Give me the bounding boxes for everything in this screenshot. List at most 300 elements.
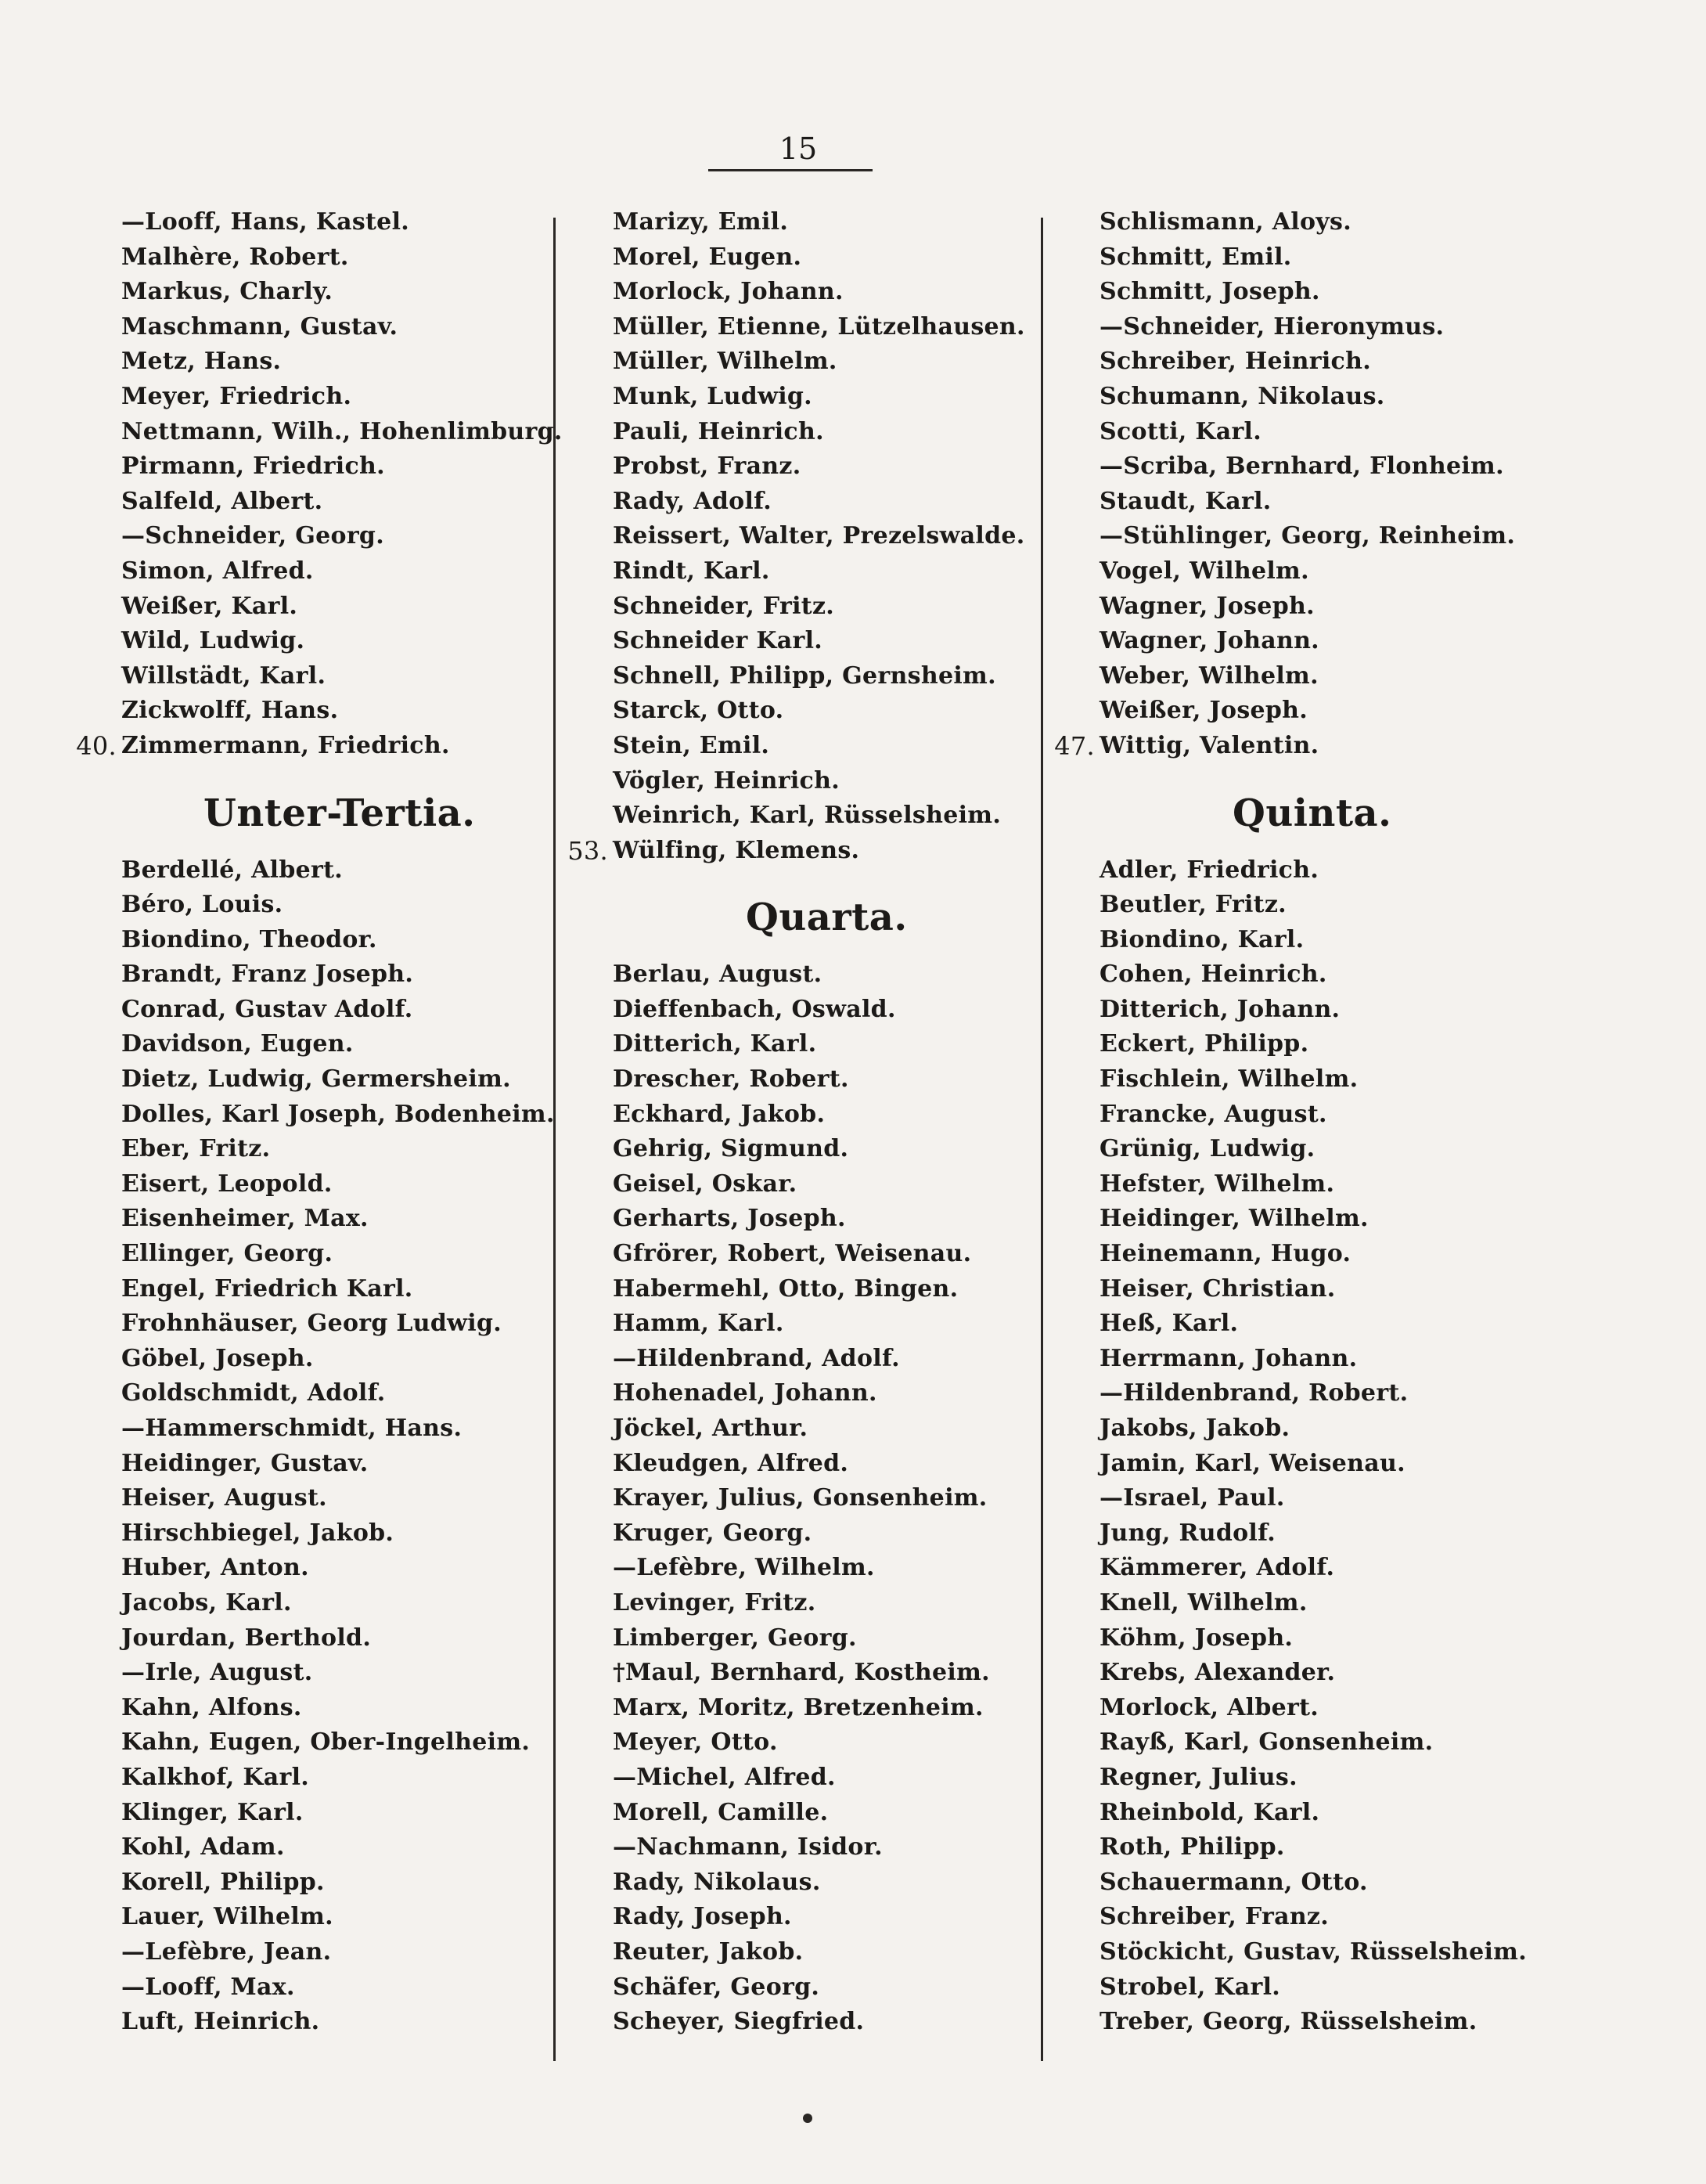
student-name: Kleudgen, Alfred. [613,1449,849,1477]
student-name: Morel, Eugen. [613,243,802,271]
student-entry [1100,1691,1538,1726]
student-entry [1100,1097,1538,1133]
student-name: Hefster, Wilhelm. [1100,1169,1335,1198]
student-entry [567,834,1028,869]
student-name: Geisel, Oskar. [613,1169,797,1198]
student-entry [613,729,1028,764]
student-entry [121,1132,544,1167]
student-entry [1100,2005,1538,2040]
student-entry [613,1062,1028,1097]
student-name: Heiser, August. [121,1484,327,1512]
student-name: Heß, Karl. [1100,1310,1239,1338]
student-entry [613,1027,1028,1062]
student-entry [121,1516,544,1552]
student-entry [1100,1900,1538,1935]
student-entry [1100,1970,1538,2006]
student-name: Rayß, Karl, Gonsenheim. [1100,1728,1434,1757]
student-name: —Israel, Paul. [1100,1484,1285,1512]
student-name: Weber, Wilhelm. [1100,661,1319,690]
student-entry [1100,1761,1538,1796]
student-entry [1100,449,1538,485]
student-name: Rady, Adolf. [613,487,772,515]
student-name: Scheyer, Siegfried. [613,2008,865,2036]
student-entry [1100,1132,1538,1167]
student-name: —Hildenbrand, Robert. [1100,1379,1409,1407]
student-entry [613,1097,1028,1133]
student-name: Staudt, Karl. [1100,487,1272,515]
student-entry [121,1656,544,1691]
student-name: Klinger, Karl. [121,1798,304,1826]
student-name: —Michel, Alfred. [613,1763,836,1791]
student-name: Schlismann, Aloys. [1100,208,1351,236]
student-name: Engel, Friedrich Karl. [121,1274,413,1303]
student-name: Strobel, Karl. [1100,1973,1281,2001]
student-entry [613,1900,1028,1935]
student-name: Rady, Nikolaus. [613,1868,821,1896]
student-entry [1100,1830,1538,1865]
student-entry [121,1272,544,1307]
section-heading: Unter-Tertia. [203,791,476,835]
student-name: †Maul, Bernhard, Kostheim. [613,1659,990,1687]
student-name: Schäfer, Georg. [613,1973,820,2001]
student-entry [613,240,1028,276]
student-name: Dietz, Ludwig, Germersheim. [121,1065,511,1094]
student-entry [121,1027,544,1062]
student-name: —Lefèbre, Jean. [121,1937,332,1966]
student-name: Kämmerer, Adolf. [1100,1554,1335,1582]
student-entry [613,1167,1028,1202]
student-name: Reissert, Walter, Prezelswalde. [613,522,1025,550]
student-name: Eisert, Leopold. [121,1169,333,1198]
student-name: —Looff, Max. [121,1973,295,2001]
student-entry [121,240,544,276]
student-entry [613,1970,1028,2006]
student-entry [121,923,544,958]
student-name: Maschmann, Gustav. [121,312,398,341]
student-entry [613,1237,1028,1272]
student-entry [613,589,1028,625]
student-name: Marx, Moritz, Bretzenheim. [613,1693,984,1721]
student-entry [1100,275,1538,310]
student-entry [121,554,544,589]
student-entry [1100,1306,1538,1342]
student-entry [613,1342,1028,1377]
student-name: —Nachmann, Isidor. [613,1833,883,1861]
student-entry [1100,1062,1538,1097]
student-entry [613,1272,1028,1307]
student-entry [1100,1796,1538,1831]
student-name: Heidinger, Gustav. [121,1449,369,1477]
student-name: Brandt, Franz Joseph. [121,960,414,989]
student-name: —Looff, Hans, Kastel. [121,208,410,236]
student-entry [121,1691,544,1726]
student-entry [121,1306,544,1342]
student-name: Herrmann, Johann. [1100,1344,1358,1372]
student-name: Müller, Wilhelm. [613,348,837,376]
student-name: Zickwolff, Hans. [121,697,339,725]
student-name: Goldschmidt, Adolf. [121,1379,386,1407]
student-name: Salfeld, Albert. [121,487,323,515]
student-name: Reuter, Jakob. [613,1937,804,1966]
student-entry [1100,694,1538,729]
student-entry [1100,659,1538,694]
student-entry [121,1830,544,1865]
student-entry [121,957,544,993]
student-entry [121,275,544,310]
student-entry [1100,993,1538,1028]
student-entry [121,310,544,345]
student-name: Habermehl, Otto, Bingen. [613,1274,959,1303]
student-entry [613,993,1028,1028]
section-heading: Quarta. [746,896,908,940]
student-entry [1100,415,1538,450]
student-name: Berdellé, Albert. [121,856,344,884]
student-name: Biondino, Theodor. [121,925,377,953]
student-entry [1100,1551,1538,1586]
student-name: —Lefèbre, Wilhelm. [613,1554,875,1582]
student-entry [121,1097,555,1133]
column-middle [567,205,1028,2040]
student-name: Luft, Heinrich. [121,2008,320,2036]
student-entry [121,485,544,520]
entry-count-number: 53. [567,835,608,866]
student-name: Limberger, Georg. [613,1624,857,1652]
student-name: —Schneider, Georg. [121,522,384,550]
student-entry [1054,729,1538,764]
student-name: Kohl, Adam. [121,1833,285,1861]
student-entry [613,1621,1028,1656]
student-entry [121,589,544,625]
student-name: Willstädt, Karl. [121,661,326,690]
section-heading: Quinta. [1233,791,1392,835]
student-entry [121,1342,544,1377]
column-divider [1041,218,1043,2061]
student-name: Wild, Ludwig. [121,627,305,655]
student-entry [613,1691,1028,1726]
student-entry [613,1306,1028,1342]
student-name: Rindt, Karl. [613,557,770,585]
student-name: Wagner, Johann. [1100,627,1319,655]
student-name: Vögler, Heinrich. [613,766,840,795]
student-entry [613,1516,1028,1552]
student-entry [121,993,544,1028]
student-name: Francke, August. [1100,1100,1327,1128]
student-entry [121,853,544,888]
student-entry [1100,589,1538,625]
student-name: Roth, Philipp. [1100,1833,1285,1861]
student-name: Müller, Etienne, Lützelhausen. [613,312,1025,341]
student-name: Korell, Philipp. [121,1868,325,1896]
student-name: Morlock, Johann. [613,278,844,306]
student-entry [1100,1447,1538,1482]
student-entry [613,1202,1028,1237]
student-name: Heidinger, Wilhelm. [1100,1205,1369,1233]
page-number: 15 [779,132,818,166]
student-name: Rady, Joseph. [613,1903,792,1931]
student-entry [1100,1202,1538,1237]
student-entry [121,1725,544,1761]
student-name: Schmitt, Joseph. [1100,278,1320,306]
student-name: Meyer, Otto. [613,1728,778,1757]
student-name: Krayer, Julius, Gonsenheim. [613,1484,988,1512]
student-entry [121,1621,544,1656]
student-entry [613,554,1028,589]
student-name: Meyer, Friedrich. [121,382,352,410]
student-name: Jourdan, Berthold. [121,1624,372,1652]
student-entry [1100,1516,1538,1552]
student-name: Morlock, Albert. [1100,1693,1319,1721]
student-entry [121,1447,544,1482]
student-entry [613,310,1028,345]
student-entry [121,1865,544,1901]
student-entry [613,624,1028,659]
student-name: Adler, Friedrich. [1100,856,1319,884]
student-name: Stöckicht, Gustav, Rüsselsheim. [1100,1937,1527,1966]
student-name: Eisenheimer, Max. [121,1205,369,1233]
student-name: Berlau, August. [613,960,822,989]
student-entry [1100,1272,1538,1307]
student-entry [121,659,544,694]
student-entry [1100,1656,1538,1691]
student-entry [1100,957,1538,993]
student-entry [121,1586,544,1621]
student-name: —Scriba, Bernhard, Flonheim. [1100,452,1504,481]
student-entry [1100,1865,1538,1901]
student-entry [1100,1411,1538,1447]
student-name: Nettmann, Wilh., Hohenlimburg. [121,417,563,445]
student-entry [121,2005,544,2040]
student-entry [121,624,544,659]
student-entry [1100,853,1538,888]
student-name: Hirschbiegel, Jakob. [121,1519,394,1547]
student-entry [121,1900,544,1935]
student-name: Scotti, Karl. [1100,417,1262,445]
student-entry [121,1167,544,1202]
student-entry [1100,554,1538,589]
student-name: Kahn, Alfons. [121,1693,302,1721]
student-name: Gehrig, Sigmund. [613,1135,849,1163]
student-entry [76,729,544,764]
student-entry [613,1551,1028,1586]
student-name: Pauli, Heinrich. [613,417,824,445]
student-entry [613,1447,1028,1482]
student-name: Schneider Karl. [613,627,823,655]
student-entry [613,1865,1028,1901]
student-entry [121,1202,544,1237]
entry-count-number: 40. [76,730,117,761]
student-entry [613,1656,1028,1691]
student-entry [1100,1725,1538,1761]
student-entry [613,1935,1028,1970]
student-entry [1100,485,1538,520]
student-entry [1100,1376,1538,1411]
student-name: Probst, Franz. [613,452,801,481]
student-entry [121,1237,544,1272]
student-name: Drescher, Robert. [613,1065,849,1094]
student-entry [121,519,544,554]
student-name: Schmitt, Emil. [1100,243,1292,271]
student-entry [1100,1342,1538,1377]
student-entry [613,485,1028,520]
student-name: Krebs, Alexander. [1100,1659,1336,1687]
student-name: Jacobs, Karl. [121,1588,292,1616]
student-entry [613,1132,1028,1167]
student-entry [613,2005,1028,2040]
student-entry [613,1761,1028,1796]
student-name: Weinrich, Karl, Rüsselsheim. [613,802,1002,830]
student-name: Wagner, Joseph. [1100,592,1315,620]
column-right [1054,205,1538,2040]
student-name: Rheinbold, Karl. [1100,1798,1320,1826]
student-entry [121,415,563,450]
student-entry [613,380,1028,415]
student-name: Gfrörer, Robert, Weisenau. [613,1240,972,1268]
student-name: Biondino, Karl. [1100,925,1305,953]
student-entry [121,380,544,415]
student-name: Ditterich, Karl. [613,1030,817,1058]
student-entry [613,205,1028,240]
student-name: Göbel, Joseph. [121,1344,314,1372]
student-name: Schreiber, Heinrich. [1100,348,1371,376]
student-name: Vogel, Wilhelm. [1100,557,1309,585]
student-name: Schneider, Fritz. [613,592,835,620]
student-entry [613,1411,1028,1447]
page-number-rule [708,169,873,171]
student-name: Schreiber, Franz. [1100,1903,1330,1931]
student-entry [1100,519,1538,554]
student-entry [613,1376,1028,1411]
student-entry [121,694,544,729]
student-name: Kruger, Georg. [613,1519,812,1547]
student-name: Huber, Anton. [121,1554,309,1582]
student-name: Dolles, Karl Joseph, Bodenheim. [121,1100,555,1128]
student-name: Simon, Alfred. [121,557,314,585]
student-name: Ellinger, Georg. [121,1240,333,1268]
student-name: Béro, Louis. [121,891,283,919]
student-name: Ditterich, Johann. [1100,995,1341,1023]
student-name: Köhm, Joseph. [1100,1624,1294,1652]
student-name: Schumann, Nikolaus. [1100,382,1385,410]
student-entry [121,1796,544,1831]
student-entry [1100,923,1538,958]
student-entry [613,1725,1028,1761]
student-entry [121,205,544,240]
student-name: Eber, Fritz. [121,1135,271,1163]
entry-count-number: 47. [1054,730,1095,761]
student-name: Frohnhäuser, Georg Ludwig. [121,1310,502,1338]
student-entry [1100,310,1538,345]
student-name: Grünig, Ludwig. [1100,1135,1315,1163]
student-name: Weißer, Joseph. [1100,697,1308,725]
student-name: Davidson, Eugen. [121,1030,354,1058]
student-entry [613,694,1028,729]
student-entry [1100,344,1538,380]
student-entry [1100,380,1538,415]
student-entry [613,275,1028,310]
student-name: Pirmann, Friedrich. [121,452,385,481]
student-name: Wittig, Valentin. [1100,731,1319,759]
student-name: Hamm, Karl. [613,1310,784,1338]
column-divider [553,218,556,2061]
student-entry [1100,624,1538,659]
student-entry [121,449,544,485]
student-entry [1100,1621,1538,1656]
student-entry [121,888,544,923]
student-name: Dieffenbach, Oswald. [613,995,896,1023]
student-name: Levinger, Fritz. [613,1588,816,1616]
student-entry [121,1761,544,1796]
student-name: Knell, Wilhelm. [1100,1588,1308,1616]
student-entry [1100,205,1538,240]
student-name: Treber, Georg, Rüsselsheim. [1100,2008,1477,2036]
student-name: Heiser, Christian. [1100,1274,1336,1303]
student-name: Conrad, Gustav Adolf. [121,995,413,1023]
student-entry [121,1551,544,1586]
student-name: Jung, Rudolf. [1100,1519,1276,1547]
student-name: Munk, Ludwig. [613,382,812,410]
student-entry [1100,1481,1538,1516]
student-name: Jamin, Karl, Weisenau. [1100,1449,1405,1477]
student-name: Beutler, Fritz. [1100,891,1287,919]
student-entry [613,1481,1028,1516]
student-name: Morell, Camille. [613,1798,829,1826]
student-name: Lauer, Wilhelm. [121,1903,333,1931]
student-entry [613,449,1028,485]
student-entry [121,1935,544,1970]
student-entry [613,1796,1028,1831]
student-name: —Hammerschmidt, Hans. [121,1415,462,1442]
student-name: Eckert, Philipp. [1100,1030,1309,1058]
student-entry [613,1586,1028,1621]
student-entry [1100,1935,1538,1970]
column-left [76,205,563,2040]
student-entry [613,659,1028,694]
student-name: Kahn, Eugen, Ober-Ingelheim. [121,1728,531,1757]
student-entry [1100,1237,1538,1272]
student-name: Marizy, Emil. [613,208,789,236]
student-name: Schauermann, Otto. [1100,1868,1368,1896]
student-name: Weißer, Karl. [121,592,298,620]
student-name: —Schneider, Hieronymus. [1100,312,1445,341]
student-entry [1100,1586,1538,1621]
student-entry [613,519,1028,554]
student-name: Malhère, Robert. [121,243,349,271]
student-entry [613,798,1028,834]
student-name: Gerharts, Joseph. [613,1205,846,1233]
footer-dot [803,2114,812,2123]
student-entry [1100,1167,1538,1202]
student-name: Jöckel, Arthur. [613,1415,808,1442]
student-entry [613,764,1028,799]
student-entry [1100,888,1538,923]
student-name: Zimmermann, Friedrich. [121,731,450,759]
student-name: Stein, Emil. [613,731,770,759]
student-entry [121,1481,544,1516]
student-name: Heinemann, Hugo. [1100,1240,1351,1268]
student-name: Eckhard, Jakob. [613,1100,826,1128]
student-entry [121,344,544,380]
student-entry [613,344,1028,380]
student-name: Metz, Hans. [121,348,282,376]
student-name: Markus, Charly. [121,278,333,306]
student-name: Schnell, Philipp, Gernsheim. [613,661,996,690]
student-entry [1100,240,1538,276]
student-name: —Irle, August. [121,1659,313,1687]
student-name: —Hildenbrand, Adolf. [613,1344,900,1372]
student-entry [613,415,1028,450]
student-name: Jakobs, Jakob. [1100,1415,1290,1442]
student-name: Hohenadel, Johann. [613,1379,877,1407]
